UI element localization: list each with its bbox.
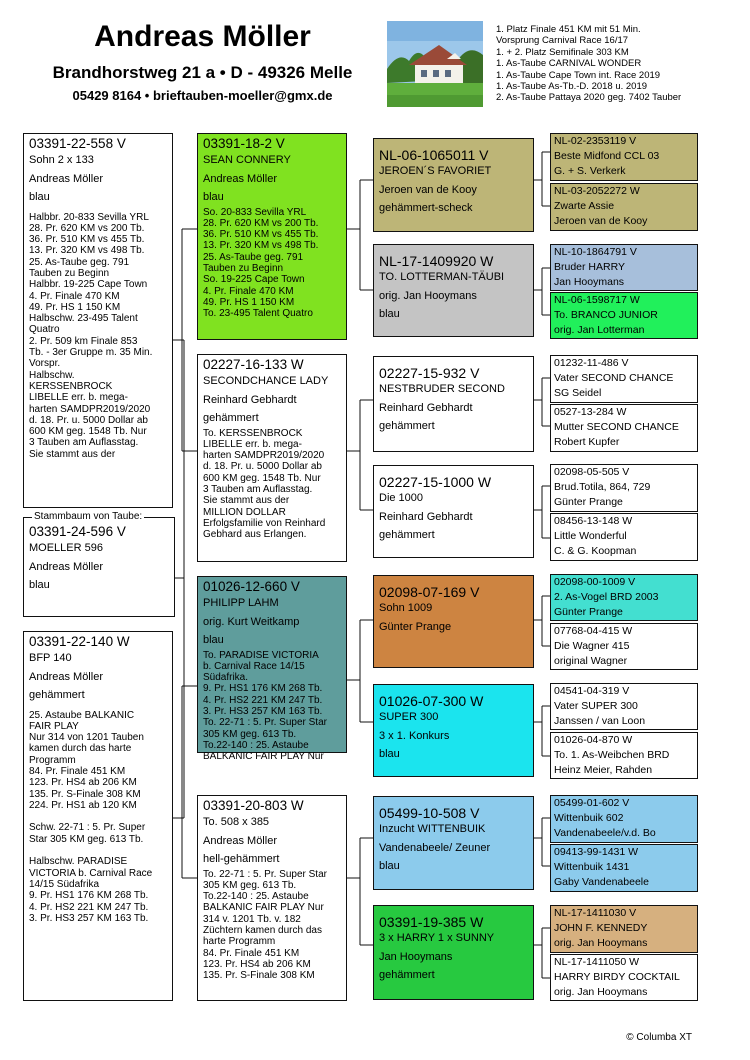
ring-number: 02098-05-505 V	[554, 466, 630, 478]
great-grandparent-box[interactable]	[373, 684, 534, 777]
breeder-name: Andreas Möller	[94, 20, 311, 53]
pigeon-name: Vater SECOND CHANCE	[554, 372, 674, 384]
great-great-box[interactable]	[550, 623, 698, 670]
great-great-box[interactable]	[550, 905, 698, 953]
achievement-line: 2. As-Taube Pattaya 2020 geg. 7402 Tauber	[496, 92, 682, 104]
pigeon-name: SECONDCHANCE LADY	[203, 375, 329, 387]
great-grandparent-box[interactable]	[373, 796, 534, 890]
grandparent-box[interactable]	[197, 795, 347, 1001]
breeder: G. + S. Verkerk	[554, 165, 626, 177]
breeder: SG Seidel	[554, 387, 602, 399]
great-grandparent-box[interactable]	[373, 244, 534, 337]
breeder: Andreas Möller	[29, 670, 103, 683]
pigeon-name: Little Wonderful	[554, 530, 627, 542]
breeder: Andreas Möller	[29, 560, 103, 573]
breeder: orig. Jan Hooymans	[554, 986, 648, 998]
ring-number: 01026-12-660 V	[203, 579, 300, 594]
breeder: Reinhard Gebhardt	[379, 510, 473, 523]
great-great-box[interactable]	[550, 954, 698, 1001]
ring-number: 04541-04-319 V	[554, 685, 630, 697]
subject-box[interactable]	[23, 517, 175, 617]
pedigree-label: Stammbaum von Taube:	[34, 511, 143, 522]
great-great-box[interactable]	[550, 513, 698, 561]
ring-number: 09413-99-1431 W	[554, 846, 639, 858]
ring-number: 02098-00-1009 V	[554, 576, 636, 588]
grandparent-box[interactable]	[197, 133, 347, 340]
pigeon-name: Beste Midfond CCL 03	[554, 150, 660, 162]
pigeon-name: HARRY BIRDY COCKTAIL	[554, 971, 680, 983]
achievement-line: 1. Platz Finale 451 KM mit 51 Min.	[496, 24, 641, 35]
ring-number: 08456-13-148 W	[554, 515, 633, 527]
achievement-line: Vorsprung Carnival Race 16/17	[496, 35, 629, 47]
great-great-box[interactable]	[550, 292, 698, 339]
house-photo	[387, 21, 483, 107]
great-grandparent-box[interactable]	[373, 138, 534, 232]
sire-box[interactable]	[23, 133, 173, 508]
pigeon-name: 3 x HARRY 1 x SUNNY	[379, 932, 495, 944]
pigeon-name: To. BRANCO JUNIOR	[554, 309, 658, 321]
pigeon-name: Bruder HARRY	[554, 261, 625, 273]
pigeon-name: Die 1000	[379, 492, 424, 504]
breeder: Robert Kupfer	[554, 436, 620, 448]
ring-number: 01026-04-870 W	[554, 734, 633, 746]
ring-number: 03391-22-558 V	[29, 136, 126, 151]
ring-number: 02227-16-133 W	[203, 357, 304, 372]
performance-notes: To. PARADISE VICTORIA b. Carnival Race 14/15 Südafrika. 9. Pr. HS1 176 KM 268 Tb. 4. Pr. HS2 221 KM 247 Tb. 3. Pr. HS3 257 KM 163 Tb. To. 22-71 : 5. Pr. Super Star 305 KM geg. 613 Tb. To.22-140 : 25. Astaube BALKANIC FAIR PLAY Nur	[203, 649, 327, 763]
ring-number: 05499-01-602 V	[554, 797, 630, 809]
ring-number: 03391-19-385 W	[379, 914, 484, 930]
ring-number: 02098-07-169 V	[379, 584, 480, 600]
feather-color: gehämmert	[379, 420, 435, 432]
ring-number: 01232-11-486 V	[554, 357, 629, 369]
great-great-box[interactable]	[550, 355, 698, 403]
breeder: Jeroen van de Kooy	[379, 183, 477, 196]
breeder: Heinz Meier, Rahden	[554, 764, 653, 776]
ring-number: 03391-24-596 V	[29, 524, 126, 539]
feather-color: gehämmert-scheck	[379, 202, 473, 214]
pigeon-name: Inzucht WITTENBUIK	[379, 823, 486, 835]
breeder: Andreas Möller	[203, 834, 277, 847]
breeder: orig. Kurt Weitkamp	[203, 615, 300, 628]
grandparent-box[interactable]	[197, 576, 347, 763]
great-great-box[interactable]	[550, 732, 698, 779]
great-great-box[interactable]	[550, 133, 698, 181]
ring-number: 0527-13-284 W	[554, 406, 627, 418]
pigeon-name: NESTBRUDER SECOND	[379, 383, 505, 395]
pigeon-name: Vater SUPER 300	[554, 700, 638, 712]
feather-color: gehämmert	[203, 412, 259, 424]
great-great-box[interactable]	[550, 844, 698, 892]
copyright: © Columba XT	[626, 1032, 692, 1043]
pigeon-name: Sohn 2 x 133	[29, 154, 94, 166]
pigeon-name: 2. As-Vogel BRD 2003	[554, 591, 659, 603]
breeder: Jan Hooymans	[379, 950, 453, 963]
pigeon-name: TO. LOTTERMAN-TÄUBI	[379, 271, 505, 283]
feather-color: blau	[203, 191, 224, 203]
breeder: Günter Prange	[379, 620, 452, 633]
pigeon-name: To. 1. As-Weibchen BRD	[554, 749, 670, 761]
achievement-line: 1. As-Taube As-Tb.-D. 2018 u. 2019	[496, 81, 648, 93]
performance-notes: To. KERSSENBROCK LIBELLE err. b. mega- harten SAMDPR2019/2020 d. 18. Pr. u. 5000 Dollar ab 600 KM geg. 1548 Tb. Nur 3 Tauben am Auflasstag. Sie stammt aus der MILLION DOLLAR Erfolgsfamilie von Reinhard Gebhard aus Erlangen.	[203, 427, 326, 541]
breeder: Gaby Vandenabeele	[554, 876, 649, 888]
grandparent-box[interactable]	[197, 354, 347, 562]
great-great-box[interactable]	[550, 795, 698, 843]
pigeon-name: To. 508 x 385	[203, 816, 270, 828]
great-grandparent-box[interactable]	[373, 465, 534, 558]
ring-number: 03391-18-2 V	[203, 136, 285, 151]
feather-color: blau	[379, 748, 400, 760]
feather-color: blau	[379, 308, 400, 320]
feather-color: gehämmert	[29, 689, 85, 701]
great-great-box[interactable]	[550, 574, 698, 621]
ring-number: NL-02-2353119 V	[554, 135, 637, 147]
breeder: original Wagner	[554, 655, 628, 667]
pigeon-name: JEROEN´S FAVORIET	[379, 165, 492, 177]
great-great-box[interactable]	[550, 244, 698, 291]
achievements-list	[496, 24, 746, 104]
pigeon-name: Die Wagner 415	[554, 640, 630, 652]
breeder-contact: 05429 8164 • brieftauben-moeller@gmx.de	[72, 88, 333, 103]
pigeon-name: MOELLER 596	[29, 542, 103, 554]
feather-color: blau	[29, 579, 50, 591]
ring-number: NL-03-2052272 W	[554, 185, 640, 197]
ring-number: NL-06-1065011 V	[379, 147, 489, 163]
ring-number: NL-17-1411030 V	[554, 907, 637, 919]
performance-notes: 25. Astaube BALKANIC FAIR PLAY Nur 314 von 1201 Tauben kamen durch das harte Programm 84. Pr. Finale 451 KM 123. Pr. HS4 ab 206 KM 135. Pr. S-Finale 308 KM 224. Pr. HS1 ab 120 KM Schw. 22-71 : 5. Pr. Super Star 305 KM geg. 613 Tb. Halbschw. PARADISE VICTORIA b. Carnival Race 14/15 Südafrika 9. Pr. HS1 176 KM 268 Tb. 4. Pr. HS2 221 KM 247 Tb. 3. Pr. HS3 257 KM 163 Tb.	[29, 709, 153, 924]
ring-number: NL-17-1409920 W	[379, 253, 494, 269]
achievement-line: 1. As-Taube CARNIVAL WONDER	[496, 58, 642, 70]
ring-number: 07768-04-415 W	[554, 625, 633, 637]
breeder: orig. Jan Hooymans	[379, 289, 477, 302]
performance-notes: So. 20-833 Sevilla YRL 28. Pr. 620 KM vs 200 Tb. 36. Pr. 510 KM vs 455 Tb. 13. Pr. 320 KM vs 498 Tb. 25. As-Taube geg. 791 Tauben zu Beginn So. 19-225 Cape Town 4. Pr. Finale 470 KM 49. Pr. HS 1 150 KM To. 23-495 Talent Quatro	[203, 206, 319, 320]
breeder: Reinhard Gebhardt	[379, 401, 473, 414]
feather-color: blau	[379, 860, 400, 872]
pigeon-name: Zwarte Assie	[554, 200, 615, 212]
ring-number: NL-06-1598717 W	[554, 294, 640, 306]
ring-number: 01026-07-300 W	[379, 693, 484, 709]
pigeon-name: SUPER 300	[379, 711, 439, 723]
great-great-box[interactable]	[550, 683, 698, 730]
ring-number: 03391-20-803 W	[203, 798, 304, 813]
breeder: C. & G. Koopman	[554, 545, 637, 557]
pigeon-name: Mutter SECOND CHANCE	[554, 421, 679, 433]
breeder: 3 x 1. Konkurs	[379, 729, 450, 742]
feather-color: blau	[203, 634, 224, 646]
breeder: Günter Prange	[554, 606, 623, 618]
feather-color: gehämmert	[379, 969, 435, 981]
ring-number: 03391-22-140 W	[29, 634, 130, 649]
breeder: Jeroen van de Kooy	[554, 215, 648, 227]
performance-notes: To. 22-71 : 5. Pr. Super Star 305 KM geg. 613 Tb. To.22-140 : 25. Astaube BALKANIC FAIR PLAY Nur 314 v. 1201 Tb. v. 182 Züchtern kamen durch das harte Programm 84. Pr. Finale 451 KM 123. Pr. HS4 ab 206 KM 135. Pr. S-Finale 308 KM	[203, 868, 327, 982]
performance-notes: Halbbr. 20-833 Sevilla YRL 28. Pr. 620 KM vs 200 Tb. 36. Pr. 510 KM vs 455 Tb. 13. Pr. 320 KM vs 498 Tb. 25. As-Taube geg. 791 Tauben zu Beginn Halbbr. 19-225 Cape Town 4. Pr. Finale 470 KM 49. Pr. HS 1 150 KM Halbschw. 23-495 Talent Quatro 2. Pr. 509 km Finale 853 Tb. - 3er Gruppe m. 35 Min. Vorspr. Halbschw. KERSSENBROCK LIBELLE err. b. mega- harten SAMDPR2019/2020 d. 18. Pr. u. 5000 Dollar ab 600 KM geg. 1548 Tb. Nur 3 Tauben am Auflasstag. Sie stammt aus der	[29, 211, 153, 460]
feather-color: blau	[29, 191, 50, 203]
breeder: Andreas Möller	[29, 172, 103, 185]
ring-number: 02227-15-932 V	[379, 365, 480, 381]
pigeon-name: Wittenbuik 602	[554, 812, 624, 824]
breeder: Andreas Möller	[203, 172, 277, 185]
great-great-box[interactable]	[550, 404, 698, 452]
pigeon-name: JOHN F. KENNEDY	[554, 922, 648, 934]
pigeon-name: Wittenbuik 1431	[554, 861, 630, 873]
ring-number: NL-17-1411050 W	[554, 956, 640, 968]
ring-number: NL-10-1864791 V	[554, 246, 637, 258]
pigeon-name: Sohn 1009	[379, 602, 433, 614]
great-grandparent-box[interactable]	[373, 356, 534, 452]
breeder-address: Brandhorstweg 21 a • D - 49326 Melle	[52, 63, 353, 82]
achievement-line: 1. + 2. Platz Semifinale 303 KM	[496, 46, 629, 58]
breeder: Vandenabeele/v.d. Bo	[554, 827, 656, 839]
great-great-box[interactable]	[550, 464, 698, 512]
breeder: orig. Jan Lotterman	[554, 324, 645, 336]
breeder: Günter Prange	[554, 496, 623, 508]
pigeon-name: Brud.Totila, 864, 729	[554, 481, 651, 493]
great-grandparent-box[interactable]	[373, 905, 534, 1000]
ring-number: 02227-15-1000 W	[379, 474, 492, 490]
great-grandparent-box[interactable]	[373, 575, 534, 668]
feather-color: hell-gehämmert	[203, 853, 280, 865]
pigeon-name: SEAN CONNERY	[203, 154, 291, 166]
breeder: Jan Hooymans	[554, 276, 625, 288]
pigeon-name: PHILIPP LAHM	[203, 597, 279, 609]
feather-color: gehämmert	[379, 529, 435, 541]
great-great-box[interactable]	[550, 183, 698, 231]
pigeon-name: BFP 140	[29, 652, 72, 664]
achievement-line: 1. As-Taube Cape Town int. Race 2019	[496, 69, 661, 81]
breeder: Vandenabeele/ Zeuner	[379, 841, 491, 854]
breeder: Janssen / van Loon	[554, 715, 646, 727]
ring-number: 05499-10-508 V	[379, 805, 480, 821]
dam-box[interactable]	[23, 631, 173, 1001]
breeder: Reinhard Gebhardt	[203, 393, 297, 406]
breeder: orig. Jan Hooymans	[554, 937, 648, 949]
